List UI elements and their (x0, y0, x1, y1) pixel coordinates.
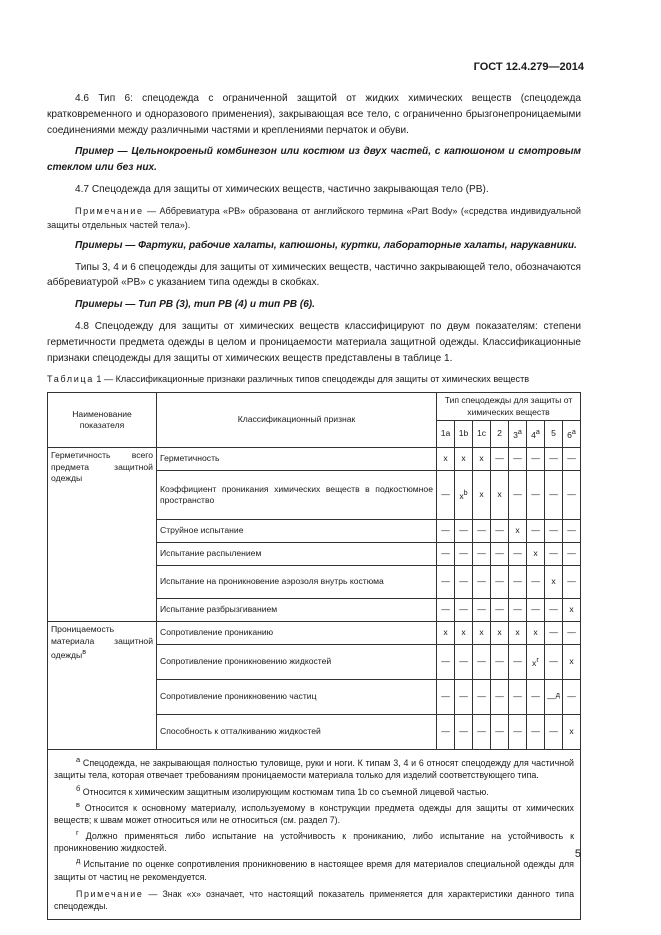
cell-value: — (495, 726, 504, 737)
cell-value: x (533, 548, 538, 559)
type-cell (491, 543, 509, 566)
cell-value: — (459, 525, 468, 536)
type-cell (473, 520, 491, 543)
type-label: 3 (513, 429, 518, 440)
cell-value: — (477, 576, 486, 587)
type-header-1 (455, 421, 473, 448)
cell-value: — (549, 726, 558, 737)
cell-value: — (459, 691, 468, 702)
cell-value: — (531, 726, 540, 737)
cell-value: — (549, 489, 558, 500)
table-body (48, 448, 581, 920)
type-cell (437, 680, 455, 715)
cell-value: — (531, 525, 540, 536)
cell-value: — (495, 525, 504, 536)
type-cell (527, 543, 545, 566)
cell-value: x (461, 627, 466, 638)
cell-value: — (531, 453, 540, 464)
type-header-3 (491, 421, 509, 448)
type-cell (491, 448, 509, 471)
type-cell (563, 520, 581, 543)
page-content (47, 91, 581, 920)
feature-cell: Сопротивление прониканию (157, 622, 437, 645)
table-row (48, 622, 581, 645)
feature-cell: Струйное испытание (157, 520, 437, 543)
type-cell (527, 645, 545, 680)
cell-value: — (513, 691, 522, 702)
cell-value: x (461, 453, 466, 464)
cell-value: — (495, 604, 504, 615)
cell-value: — (459, 656, 468, 667)
cell-footnote-mark: г (536, 655, 539, 664)
type-cell (563, 680, 581, 715)
cell-value: — (567, 489, 576, 500)
header-feature: Классификационный признак (157, 393, 437, 448)
type-cell (563, 599, 581, 622)
indicator-footnote-mark: в (82, 648, 87, 657)
type-cell (437, 543, 455, 566)
type-cell (437, 448, 455, 471)
type-cell (509, 520, 527, 543)
footnote (54, 754, 574, 781)
cell-value: x (479, 489, 484, 500)
cell-value: — (477, 726, 486, 737)
header-indicator: Наименование показателя (48, 393, 157, 448)
type-cell (455, 622, 473, 645)
type-cell (455, 543, 473, 566)
cell-value: — (441, 489, 450, 500)
table-note (54, 888, 574, 912)
type-cell (545, 680, 563, 715)
example-pb-items: Примеры — Фартуки, рабочие халаты, капюшоны, куртки, лабораторные халаты, нарукавники. (75, 239, 577, 251)
footnote-mark: а (76, 755, 81, 765)
type-cell (473, 645, 491, 680)
cell-value: — (513, 656, 522, 667)
type-header-5 (527, 421, 545, 448)
type-cell (509, 543, 527, 566)
cell-value: — (459, 548, 468, 559)
type-cell (563, 543, 581, 566)
type-cell (455, 566, 473, 599)
type-cell (473, 622, 491, 645)
footnote-mark: г (76, 828, 79, 838)
cell-value: — (441, 604, 450, 615)
cell-value: — (477, 691, 486, 702)
cell-value: — (495, 548, 504, 559)
cell-value: — (549, 525, 558, 536)
cell-value: x (443, 627, 448, 638)
type-label: 1a (440, 428, 451, 439)
indicator-label: Герметичность всего предмета защитной одежды (51, 450, 153, 484)
type-footnote-mark: а (517, 427, 522, 436)
cell-value: — (549, 656, 558, 667)
type-cell (455, 520, 473, 543)
type-cell (527, 520, 545, 543)
cell-value: — (531, 576, 540, 587)
type-cell (545, 448, 563, 471)
type-cell (509, 471, 527, 520)
feature-cell: Способность к отталкиванию жидкостей (157, 715, 437, 750)
type-cell (491, 599, 509, 622)
feature-cell: Сопротивление проникновению частиц (157, 680, 437, 715)
type-cell (509, 599, 527, 622)
type-cell (545, 715, 563, 750)
cell-value: x (569, 604, 574, 615)
type-cell (545, 622, 563, 645)
footnote (54, 827, 574, 854)
type-cell (491, 520, 509, 543)
cell-value: — (441, 691, 450, 702)
cell-value: — (513, 489, 522, 500)
type-label: 2 (497, 428, 502, 439)
feature-cell: Испытание распылением (157, 543, 437, 566)
type-cell (491, 622, 509, 645)
type-header-6 (545, 421, 563, 448)
type-cell (509, 680, 527, 715)
type-cell (437, 520, 455, 543)
cell-value: x (459, 490, 464, 501)
type-cell (437, 599, 455, 622)
table-caption-label: Таблица (47, 374, 94, 385)
footnotes-row (48, 750, 581, 920)
cell-value: x (532, 657, 537, 668)
type-header-0 (437, 421, 455, 448)
note-label: Примечание (75, 205, 144, 216)
cell-value: — (513, 604, 522, 615)
type-cell (473, 543, 491, 566)
type-cell (563, 622, 581, 645)
cell-value: — (441, 525, 450, 536)
type-cell (491, 715, 509, 750)
type-footnote-mark: а (535, 427, 540, 436)
type-cell (509, 622, 527, 645)
type-cell (473, 599, 491, 622)
cell-value: x (479, 627, 484, 638)
cell-value: x (479, 453, 484, 464)
cell-footnote-mark: д (555, 690, 560, 699)
type-header-7 (563, 421, 581, 448)
type-cell (455, 448, 473, 471)
type-cell (545, 566, 563, 599)
type-cell (527, 680, 545, 715)
cell-value: — (549, 627, 558, 638)
cell-value: x (551, 576, 556, 587)
indicator-permeability (48, 622, 157, 750)
type-cell (545, 543, 563, 566)
type-cell (455, 645, 473, 680)
footnote (54, 799, 574, 826)
cell-value: x (497, 489, 502, 500)
cell-value: — (441, 548, 450, 559)
type-cell (509, 448, 527, 471)
header-types: Тип спецодежды для защиты от химических веществ (437, 393, 581, 421)
footnote-mark: в (76, 799, 80, 809)
type-label: 4 (531, 429, 536, 440)
type-cell (491, 680, 509, 715)
type-cell (437, 622, 455, 645)
cell-value: — (531, 604, 540, 615)
page-number: 5 (574, 848, 581, 860)
footnote (54, 783, 574, 798)
cell-value: — (567, 691, 576, 702)
type-cell (491, 645, 509, 680)
cell-value: — (459, 726, 468, 737)
cell-value: — (441, 576, 450, 587)
footnote (54, 855, 574, 882)
type-cell (473, 471, 491, 520)
cell-value: — (495, 691, 504, 702)
type-cell (527, 715, 545, 750)
example-pb-types: Примеры — Тип PB (3), тип PB (4) и тип PB (6). (75, 299, 315, 311)
feature-cell: Сопротивление проникновению жидкостей (157, 645, 437, 680)
cell-value: — (549, 548, 558, 559)
type-cell (455, 471, 473, 520)
cell-value: — (495, 453, 504, 464)
cell-value: — (495, 656, 504, 667)
footnote-text: Относится к химическим защитным изолирующим костюмам типа 1b со съемной лицевой частью. (80, 786, 489, 797)
document-header: ГОСТ 12.4.279—2014 (473, 61, 584, 73)
type-cell (509, 715, 527, 750)
type-cell (437, 715, 455, 750)
feature-cell: Герметичность (157, 448, 437, 471)
type-cell (473, 680, 491, 715)
footnote-mark: б (76, 783, 81, 793)
note-text: — Аббревиатура «PB» образована от английского термина «Part Body» («средства индивидуальной защиты отдельных частей тела»). (47, 205, 581, 230)
type-cell (473, 715, 491, 750)
cell-value: — (547, 692, 556, 703)
footnote-text: Спецодежда, не закрывающая полностью туловище, руки и ноги. К типам 3, 4 и 6 относят спецодежду для частичной защиты тела, которая отвечает требованиям проницаемости материала только для изделий соответствующего типа. (54, 758, 574, 781)
cell-value: x (515, 525, 520, 536)
indicator-label: Проницаемость материала защитной одежды (51, 624, 153, 661)
cell-value: — (477, 604, 486, 615)
cell-value: — (441, 656, 450, 667)
type-footnote-mark: а (571, 427, 576, 436)
indicator-tightness (48, 448, 157, 622)
type-cell (455, 599, 473, 622)
type-cell (455, 680, 473, 715)
type-cell (563, 566, 581, 599)
paragraph-pb-types: Типы 3, 4 и 6 спецодежды для защиты от химических веществ, частично закрывающей тело, обозначаются аббревиатурой «PB» с указанием типа одежды в скобках. (47, 261, 581, 289)
note-pb (47, 204, 581, 232)
type-cell (491, 471, 509, 520)
cell-value: — (477, 525, 486, 536)
type-cell (545, 520, 563, 543)
type-cell (491, 566, 509, 599)
type-cell (527, 566, 545, 599)
type-cell (545, 471, 563, 520)
cell-value: — (531, 691, 540, 702)
paragraph-4-6: 4.6 Тип 6: спецодежда с ограниченной защитой от жидких химических веществ (спецодежда кратковременного и одноразового применения), закрывающая все тело, с ограниченно брызгонепроницаемыми соединениями между различными частями и креплениями перчаток и обуви. (47, 93, 581, 136)
cell-value: — (567, 576, 576, 587)
footnote-mark: д (76, 856, 81, 866)
footnote-text: Относится к основному материалу, используемому в конструкции предмета одежды для защиты от химических веществ; к швам может относиться или не относиться (см. раздел 7). (54, 802, 574, 825)
table-note-label: Примечание (76, 888, 144, 899)
feature-cell: Испытание разбрызгиванием (157, 599, 437, 622)
cell-value: — (513, 548, 522, 559)
cell-value: — (477, 548, 486, 559)
cell-value: — (531, 489, 540, 500)
type-label: 1b (458, 428, 469, 439)
example-type-6: Пример — Цельнокроеный комбинезон или костюм из двух частей, с капюшоном и смотровым стеклом или без них. (47, 146, 581, 174)
paragraph-4-7: 4.7 Спецодежда для защиты от химических веществ, частично закрывающая тело (PB). (75, 183, 489, 195)
cell-value: x (533, 627, 538, 638)
cell-value: — (477, 656, 486, 667)
cell-value: x (497, 627, 502, 638)
cell-value: — (549, 604, 558, 615)
type-cell (437, 471, 455, 520)
feature-cell: Испытание на проникновение аэрозоля внутрь костюма (157, 566, 437, 599)
cell-value: x (515, 627, 520, 638)
cell-value: — (567, 453, 576, 464)
footnote-text: Испытание по оценке сопротивления проникновению в настоящее время для материалов специальной одежды для защиты от частиц не рекомендуется. (54, 859, 574, 882)
classification-table (47, 392, 581, 920)
type-cell (437, 645, 455, 680)
cell-value: — (567, 627, 576, 638)
cell-value: — (513, 576, 522, 587)
cell-value: — (567, 548, 576, 559)
paragraph-4-8: 4.8 Спецодежду для защиты от химических веществ классифицируют по двум показателям: степени герметичности предмета одежды в целом и проницаемости материала защитной одежды. Классификационные признаки спецодежды для защиты от химических веществ представлены в таблице 1. (47, 320, 581, 364)
type-cell (455, 715, 473, 750)
cell-value: — (459, 604, 468, 615)
type-cell (563, 471, 581, 520)
cell-value: — (513, 726, 522, 737)
table-row (48, 448, 581, 471)
cell-value: — (441, 726, 450, 737)
cell-value: — (567, 525, 576, 536)
cell-value: — (549, 453, 558, 464)
type-cell (527, 471, 545, 520)
table-caption-text: 1 — Классификационные признаки различных типов спецодежды для защиты от химических веществ (93, 374, 530, 385)
footnote-text: Должно применяться либо испытание на устойчивость к прониканию, либо испытание на устойчивость к проникновению жидкостей. (54, 831, 574, 854)
type-header-2 (473, 421, 491, 448)
type-label: 5 (551, 428, 556, 439)
type-cell (545, 599, 563, 622)
type-cell (563, 715, 581, 750)
type-cell (473, 448, 491, 471)
cell-value: — (459, 576, 468, 587)
type-cell (509, 645, 527, 680)
table-caption (47, 372, 581, 388)
cell-value: x (569, 726, 574, 737)
feature-cell: Коэффициент проникания химических веществ в подкостюмное пространство (157, 471, 437, 520)
type-cell (527, 599, 545, 622)
cell-value: x (443, 453, 448, 464)
type-cell (545, 645, 563, 680)
type-cell (473, 566, 491, 599)
type-cell (563, 645, 581, 680)
cell-footnote-mark: b (463, 488, 468, 497)
type-cell (527, 448, 545, 471)
type-cell (509, 566, 527, 599)
type-cell (527, 622, 545, 645)
type-label: 6 (567, 429, 572, 440)
cell-value: — (495, 576, 504, 587)
cell-value: — (513, 453, 522, 464)
type-label: 1c (476, 428, 487, 439)
footnotes-block (48, 750, 581, 920)
type-cell (437, 566, 455, 599)
cell-value: x (569, 656, 574, 667)
type-cell (563, 448, 581, 471)
type-header-4 (509, 421, 527, 448)
table-note-text: — Знак «x» означает, что настоящий показатель применяется для характеристики данного типа спецодежды. (54, 888, 574, 912)
